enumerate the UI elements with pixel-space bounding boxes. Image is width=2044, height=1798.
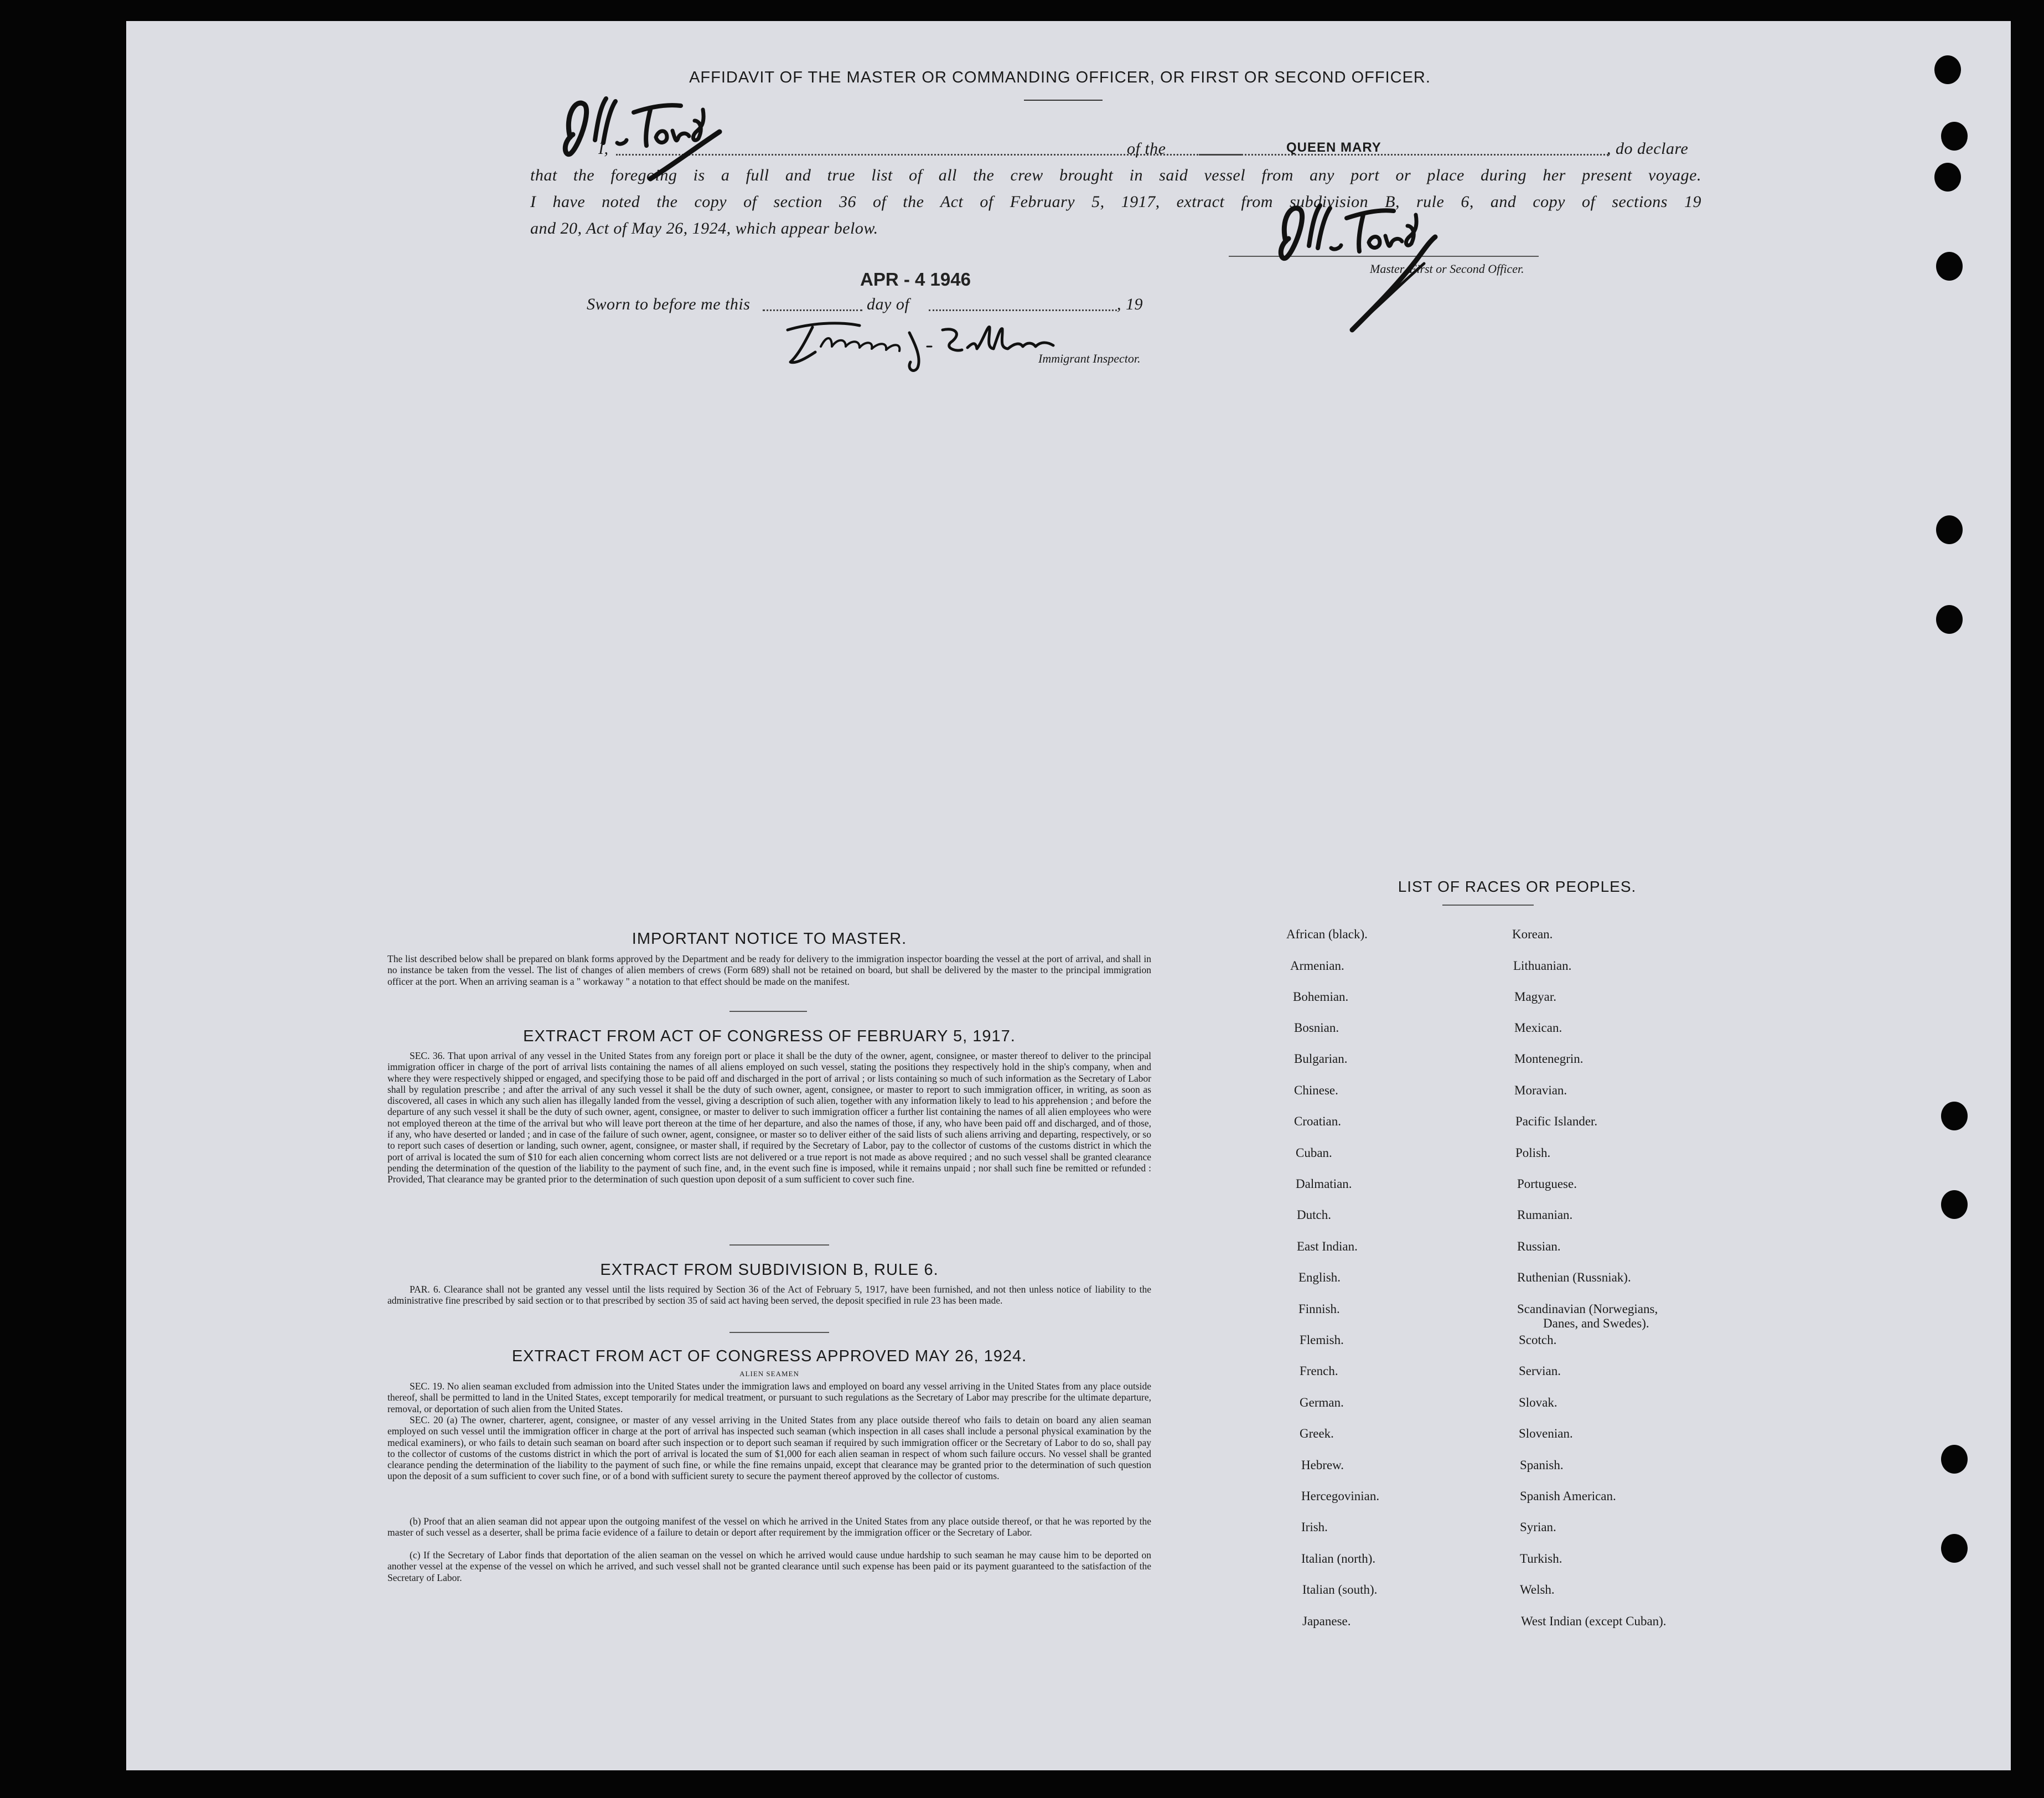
- race-item: Dalmatian.: [1296, 1177, 1352, 1191]
- extract-1924-sec20b: (b) Proof that an alien seaman did not appear upon the outgoing manifest of the vessel on which he arrived in the United States from any place outside thereof, or that he was reported by the master of such vessel as a deserter, shall be prima facie evidence of a failure to detain or deport after requirement by the immigration officer or the Secretary of Labor.: [387, 1516, 1151, 1538]
- sworn-prefix: Sworn to before me this: [587, 295, 751, 313]
- punch-hole: [1941, 1102, 1968, 1130]
- race-item: Turkish.: [1520, 1552, 1562, 1566]
- punch-hole: [1941, 1534, 1968, 1563]
- extract-1924-sec20a: SEC. 20 (a) The owner, charterer, agent, consignee, or master of any vessel arriving in the United States from any place outside thereof who fails to detain on board any alien seaman employed on such vessel until the immigration officer in charge at the port of arrival has inspected such seaman (which inspection in all cases shall include a personal physical examination by the medical examiners), or who fails to detain such seaman on board after such inspection or to deport such seaman if required by such immigration officer or the Secretary of Labor to do so, shall pay to the collector of customs of the customs district in which the port of arrival is located the sum of $1,000 for each alien seaman in respect of whom such failure occurs. No vessel shall be granted clearance pending the determination of the liability to the payment of such fine, or while the fine remains unpaid, except that clearance may be granted prior to the determination of such question upon the deposit of a sum sufficient to cover such fine, or of a bond with sufficient surety to secure the payment thereof approved by the collector of customs.: [387, 1414, 1151, 1482]
- day-blank: [763, 309, 862, 311]
- subdivision-b-title: EXTRACT FROM SUBDIVISION B, RULE 6.: [600, 1261, 939, 1279]
- document-sheet: [126, 21, 2011, 1770]
- race-item: Armenian.: [1290, 959, 1344, 973]
- race-item: Scandinavian (Norwegians,: [1517, 1302, 1658, 1316]
- inspector-signature: [777, 313, 1075, 374]
- vessel-name: QUEEN MARY: [1286, 140, 1381, 155]
- race-item: Flemish.: [1300, 1333, 1344, 1347]
- race-item: Syrian.: [1520, 1520, 1556, 1534]
- notice-body: The list described below shall be prepared on blank forms approved by the Department and be ready for delivery to the immigration inspector boarding the vessel at the port of arrival, and shall in no instance be taken from the vessel. The list of changes of alien members of crews (Form 689) shall not be retained on board, but shall be delivered by the master to the principal immigration officer at the port. When an arriving seaman is a " workaway " a notation to that effect should be made on the manifest.: [387, 953, 1151, 987]
- month-blank: [929, 309, 1117, 311]
- race-item: Korean.: [1512, 927, 1553, 941]
- race-item: Greek.: [1300, 1427, 1334, 1440]
- race-item: Rumanian.: [1517, 1208, 1573, 1222]
- punch-hole: [1934, 55, 1961, 84]
- punch-hole: [1936, 605, 1963, 634]
- officer-signature-bottom: [1269, 197, 1446, 341]
- affidavit-line-3: I have noted the copy of section 36 of the Act of February 5, 1917, extract from subdivision B, rule 6, and copy of sections 19: [530, 193, 1701, 211]
- extract-1924-sec19: SEC. 19. No alien seaman excluded from admission into the United States under the immigration laws and employed on board any vessel arriving in the United States from any place outside thereof, shall be permitted to land in the United States, except temporarily for medical treatment, or pursuant to such regulations as the Secretary of Labor may prescribe for the ultimate departure, removal, or deportation of such alien from the United States.: [387, 1381, 1151, 1414]
- race-item: Italian (south).: [1302, 1583, 1378, 1596]
- race-item: Hercegovinian.: [1301, 1489, 1380, 1503]
- punch-hole: [1936, 252, 1963, 281]
- race-item: German.: [1300, 1396, 1344, 1409]
- alien-seamen-subtitle: ALIEN SEAMEN: [739, 1370, 799, 1378]
- race-item: Croatian.: [1294, 1114, 1341, 1128]
- race-item-continuation: Danes, and Swedes).: [1543, 1316, 1649, 1330]
- race-item: Pacific Islander.: [1515, 1114, 1598, 1128]
- race-item: Moravian.: [1514, 1083, 1567, 1097]
- title-underline: [1024, 100, 1103, 101]
- race-item: Italian (north).: [1301, 1552, 1376, 1566]
- notice-title: IMPORTANT NOTICE TO MASTER.: [632, 930, 907, 948]
- race-item: Welsh.: [1520, 1583, 1555, 1596]
- extract-1924-title: EXTRACT FROM ACT OF CONGRESS APPROVED MAY 26, 1924.: [511, 1347, 1027, 1365]
- year-prefix: , 19: [1117, 295, 1143, 313]
- extract-1924-sec20c: (c) If the Secretary of Labor finds that deportation of the alien seaman on the vessel on which he arrived would cause undue hardship to such seaman he may cause him to be deported on another vessel at the expense of the vessel on which he arrived, and such vessel shall not be granted clearance until such expense has been paid or its payment guaranteed to the satisfaction of the Secretary of Labor.: [387, 1549, 1151, 1583]
- subdivision-b-body: PAR. 6. Clearance shall not be granted any vessel until the lists required by Section 36 of the Act of February 5, 1917, have been furnished, and not then unless notice of liability to the administrative fine prescribed by said section or to that prescribed by section 35 of said act having been served, the deposit specified in rule 23 has been made.: [387, 1284, 1151, 1306]
- affidavit-i: I,: [598, 140, 609, 158]
- punch-hole: [1936, 515, 1963, 544]
- race-item: Japanese.: [1302, 1614, 1351, 1628]
- races-title-underline: [1442, 905, 1534, 906]
- affidavit-title: AFFIDAVIT OF THE MASTER OR COMMANDING OFFICER, OR FIRST OR SECOND OFFICER.: [689, 69, 1431, 86]
- race-item: Ruthenian (Russniak).: [1517, 1270, 1631, 1284]
- race-item: Lithuanian.: [1513, 959, 1572, 973]
- race-item: Hebrew.: [1301, 1458, 1344, 1472]
- race-item: Portuguese.: [1517, 1177, 1577, 1191]
- race-item: Dutch.: [1297, 1208, 1331, 1222]
- vessel-blank: [1199, 154, 1608, 156]
- punch-hole: [1934, 163, 1961, 192]
- race-item: Scotch.: [1519, 1333, 1557, 1347]
- race-item: Montenegrin.: [1514, 1052, 1584, 1066]
- officer-signature-top: [553, 87, 731, 198]
- race-item: Servian.: [1519, 1364, 1561, 1378]
- affidavit-line-2: that the foregoing is a full and true list of all the crew brought in said vessel from any port or place during her present voyage.: [530, 166, 1701, 184]
- divider: [729, 1332, 829, 1333]
- race-item: Slovenian.: [1519, 1427, 1573, 1440]
- race-item: Magyar.: [1514, 990, 1557, 1004]
- affidavit-of-the: of the: [1127, 140, 1166, 158]
- punch-hole: [1941, 1445, 1968, 1474]
- race-item: Spanish American.: [1520, 1489, 1616, 1503]
- officer-caption: Master, First or Second Officer.: [1370, 262, 1524, 276]
- extract-1917-body: SEC. 36. That upon arrival of any vessel in the United States from any foreign port or place it shall be the duty of the owner, agent, consignee, or master thereof to deliver to the principal immigration officer in charge of the port of arrival lists containing the names of all aliens employed on such vessel, stating the positions they respectively hold in the ship's company, when and where they were respectively shipped or engaged, and specifying those to be paid off and discharged in the port of arrival ; or lists containing so much of such information as the Secretary of Labor shall by regulation prescribe ; and after the arrival of any such vessel it shall be the duty of such owner, agent, consignee, or master to report to such immigration officer, in writing, as soon as discovered, all cases in which any such alien has illegally landed from the vessel, giving a description of such alien, together with any information likely to lead to his apprehension ; and before the departure of any such vessel it shall be the duty of such owner, agent, consignee, or master to deliver to such immigration officer a further list containing the names of all alien employees who were not employed thereon at the time of the arrival but who will leave port thereon at the time of her departure, and also the names of those, if any, who have been paid off and discharged, and of those, if any, who have deserted or landed ; and in case of the failure of such owner, agent, consignee, or master so to deliver either of the said lists of such aliens arriving and departing, respectively, or so to report such cases of desertion or landing, such owner, agent, consignee, or master shall, if required by the Secretary of Labor, pay to the collector of customs of the customs district in which the port of arrival is located the sum of $10 for each alien concerning whom correct lists are not delivered or a true report is not made as above required ; and no such vessel shall be granted clearance pending the determination of the question of the liability to the payment of such fine, and, in the event such fine is imposed, while it remains unpaid ; nor shall such fine be remitted or refunded : Provided, That clearance may be granted prior to the determination of such question upon deposit of a sum sufficient to cover such fine.: [387, 1050, 1151, 1185]
- divider: [729, 1244, 829, 1246]
- race-item: English.: [1298, 1270, 1341, 1284]
- date-stamp: APR - 4 1946: [860, 269, 971, 290]
- race-item: East Indian.: [1297, 1239, 1358, 1253]
- extract-1917-title: EXTRACT FROM ACT OF CONGRESS OF FEBRUARY 5, 1917.: [523, 1027, 1016, 1045]
- race-item: Chinese.: [1294, 1083, 1338, 1097]
- race-item: Spanish.: [1520, 1458, 1564, 1472]
- inspector-caption: Immigrant Inspector.: [1038, 352, 1141, 365]
- race-item: West Indian (except Cuban).: [1521, 1614, 1667, 1628]
- affidavit-do-declare: , do declare: [1607, 140, 1689, 158]
- race-item: Mexican.: [1514, 1021, 1562, 1035]
- punch-hole: [1941, 1190, 1968, 1219]
- race-item: Bulgarian.: [1294, 1052, 1348, 1066]
- punch-hole: [1941, 122, 1968, 151]
- races-title: LIST OF RACES OR PEOPLES.: [1398, 878, 1637, 895]
- affidavit-line-4: and 20, Act of May 26, 1924, which appear below.: [530, 219, 878, 237]
- race-item: Irish.: [1301, 1520, 1328, 1534]
- race-item: Russian.: [1517, 1239, 1561, 1253]
- race-item: French.: [1300, 1364, 1338, 1378]
- race-item: Polish.: [1515, 1146, 1551, 1160]
- race-item: Slovak.: [1519, 1396, 1557, 1409]
- race-item: Bohemian.: [1293, 990, 1349, 1004]
- race-item: Cuban.: [1296, 1146, 1332, 1160]
- race-item: Bosnian.: [1294, 1021, 1339, 1035]
- race-item: African (black).: [1286, 927, 1368, 941]
- divider: [729, 1011, 807, 1012]
- race-item: Finnish.: [1298, 1302, 1340, 1316]
- day-of: day of: [867, 295, 910, 313]
